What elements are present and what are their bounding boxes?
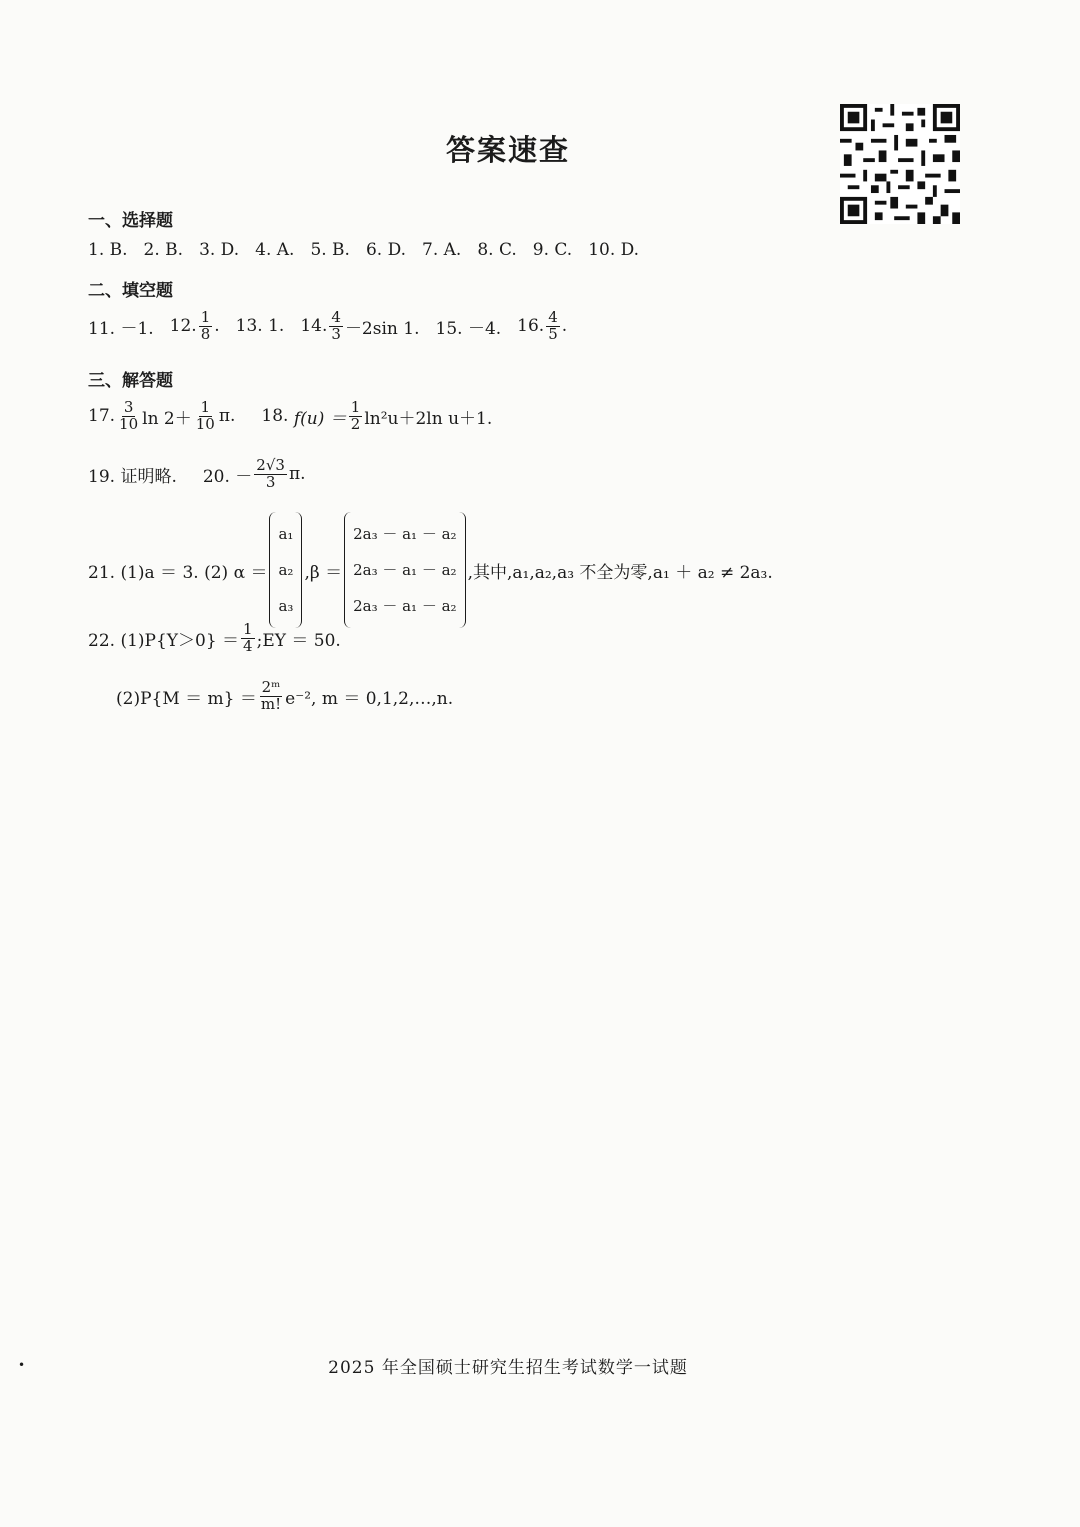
answer-17-18 <box>88 400 504 433</box>
answer-13: 13. 1. <box>235 316 285 337</box>
answer-4: 4. A. <box>255 240 295 260</box>
fraction: $\frac{1}{8}$ <box>200 308 211 343</box>
section-choice: 一、选择题 <box>88 211 173 231</box>
page-footer: 2025 年全国硕士研究生招生考试数学一试题 <box>328 1358 688 1378</box>
answer-20: 20. － $\frac{2√3}{3}$ π. <box>202 456 306 491</box>
section-fill: 二、填空题 <box>88 281 173 301</box>
answer-2: 2. B. <box>143 240 184 260</box>
beta-vector: 2a₃ － a₁ － a₂ 2a₃ － a₁ － a₂ 2a₃ － a₁ － a₂ <box>344 512 465 628</box>
answer-16: 16. $\frac{4}{5}$ . <box>517 308 568 343</box>
fraction: $\frac{4}{3}$ <box>331 308 341 343</box>
choice-answers <box>88 240 651 260</box>
section-solve: 三、解答题 <box>88 371 173 391</box>
answer-19: 19. 证明略. <box>88 466 177 487</box>
fraction: $\frac{4}{5}$ <box>548 308 558 343</box>
answer-21 <box>88 512 773 628</box>
answer-22-part2: (2)P{M ＝ m} ＝ $\frac{\text{2ᵐ}}{m!}$ e⁻², m ＝ 0,1,2,…,n. <box>116 678 454 713</box>
alpha-vector: a₁ a₂ a₃ <box>269 512 302 628</box>
beta-label: ,β ＝ <box>304 562 343 583</box>
answer-1: 1. B. <box>88 240 128 260</box>
answer-17: 17. $\frac{3}{10}$ ln 2＋ $\frac{1}{10}$ π. <box>88 398 236 433</box>
answer-18: 18. f(u) ＝ $\frac{1}{2}$ ln²u＋2ln u＋1. <box>261 398 493 433</box>
answer-5: 5. B. <box>310 240 350 260</box>
answer-21-label: 21. (1)a ＝ 3. (2) α ＝ <box>88 562 268 583</box>
answer-11: 11. －1. <box>88 318 154 339</box>
qr-code <box>838 104 962 224</box>
answer-22-part1: 22. (1)P{Y＞0} ＝ $\frac{1}{4}$ ;EY ＝ 50. <box>88 620 341 655</box>
answer-8: 8. C. <box>477 240 517 260</box>
answer-9: 9. C. <box>532 240 573 260</box>
page-mark: • <box>18 1358 26 1372</box>
answer-14: 14. $\frac{4}{3}$ －2sin 1. <box>300 308 420 343</box>
answer-3: 3. D. <box>199 240 240 260</box>
answer-12: 12. $\frac{1}{8}$ . <box>169 308 220 343</box>
answer-6: 6. D. <box>365 240 407 260</box>
fill-answers <box>88 310 579 343</box>
answer-19-20 <box>88 458 318 491</box>
answer-7: 7. A. <box>422 240 462 260</box>
answer-15: 15. －4. <box>435 318 502 339</box>
answer-10: 10. D. <box>588 240 640 260</box>
answer-21-tail: ,其中,a₁,a₂,a₃ 不全为零,a₁ ＋ a₂ ≠ 2a₃. <box>467 562 773 583</box>
page-title: 答案速查 <box>445 133 570 167</box>
